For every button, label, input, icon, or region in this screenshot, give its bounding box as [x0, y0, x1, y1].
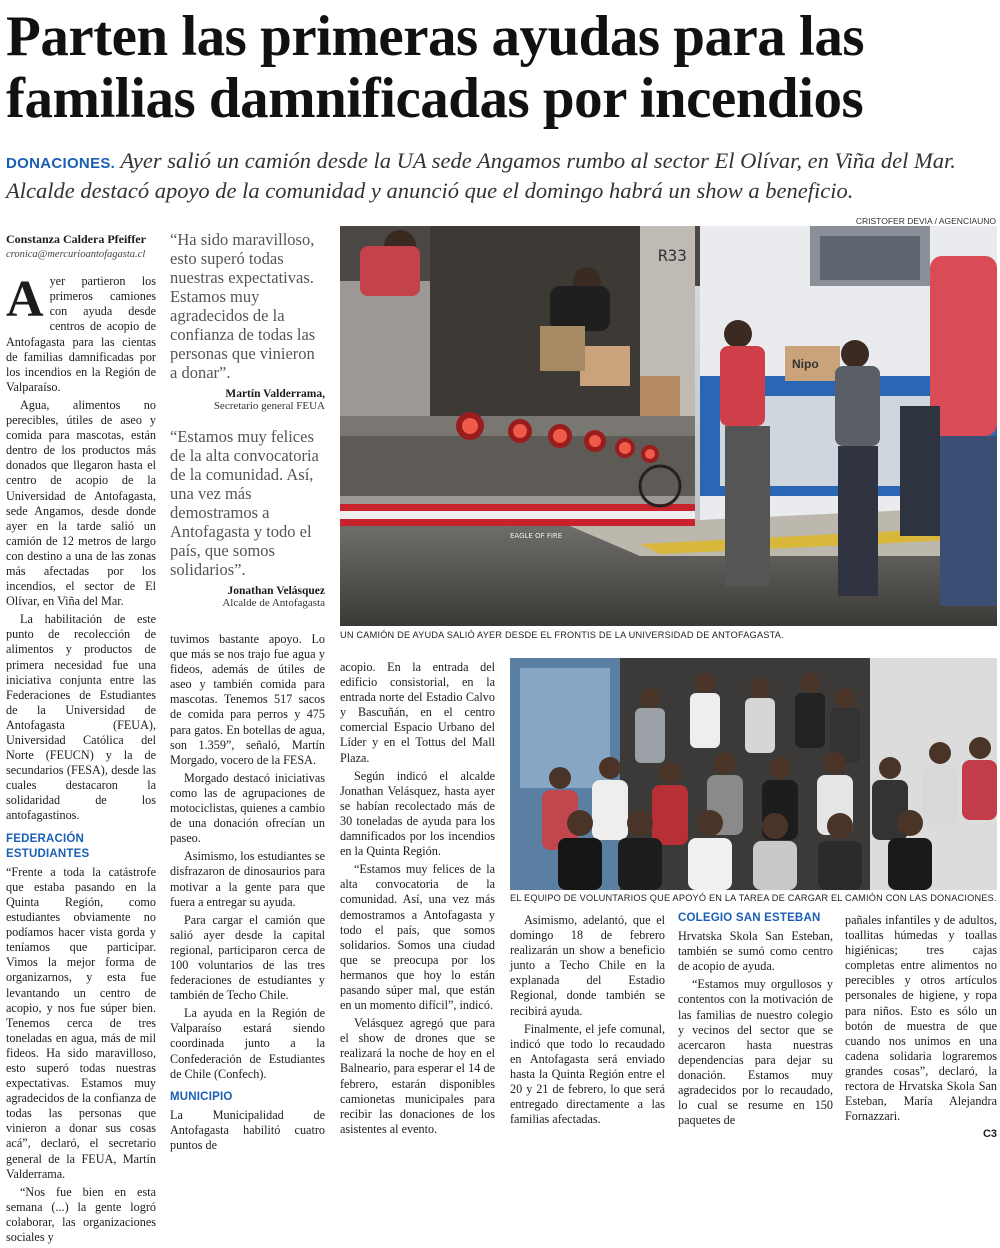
column-5: [678, 911, 833, 1131]
col2-p4: Para cargar el camión que salió ayer desde la capital regional, participaron cerca de 100 voluntarios de las tres federaciones de estudiantes y también de Techo Chile.: [170, 912, 325, 1003]
subhead-colegio: COLEGIO SAN ESTEBAN: [678, 912, 821, 924]
col6-p1: pañales infantiles y de adultos, toallitas húmedas y toallas higiénicas; tres cajas completas entre alimentos no perecibles y otros artículos personales de higiene, y ropa para niños. Esto es sólo un botón de muestra de que cuando nos unimos en una cadena solidaria lograremos grandes cosas”, declaró, la rectora de Hrvatska Skola San Esteban, María Alejandra Fornazzari.: [845, 913, 997, 1124]
photo1-credit: CRISTOFER DEVIA / AGENCIAUNO: [855, 216, 996, 226]
col3-p3: “Estamos muy felices de la alta convocatoria de la comunidad. Así, una vez más demostramos a Antofagasta y todo el país, que somos solidarios. Somos una ciudad que se preocupa por los hermanos que hoy lo están pasando súper mal, que están en un momento difícil”, indicó.: [340, 862, 495, 1013]
pull-quote-2: [170, 427, 325, 609]
quote-2-role: Alcalde de Antofagasta: [222, 597, 325, 609]
photo-truck-loading: [340, 226, 997, 626]
col1-p3: La habilitación de este punto de recolección de alimentos y productos de primera necesidad fue una iniciativa conjunta entre las Federaciones de Estudiantes de la Universidad de Antofagasta (FEUA), Universidad Católica del Norte (FEUCN) y la de secundarios (FESA), desde las cuales destacaron la solidaridad de los antofagastinos.: [6, 612, 156, 823]
col2-p5: La ayuda en la Región de Valparaíso estará siendo coordinada junto a la Confederación de Estudiantes de Chile (Confech).: [170, 1006, 325, 1081]
col4-p1: Asimismo, adelantó, que el domingo 18 de febrero realizarán un show a beneficio junto a Techo Chile en la explanada del Estadio Regional, donde también se recibirá ayuda.: [510, 913, 665, 1018]
drop-cap: A: [6, 271, 44, 329]
col1-p4: “Frente a toda la catástrofe que estaba pasando en la Quinta Región, como estudiantes obviamente no podíamos hacer vista gorda y teníamos que participar. Vimos la mejor forma de organizarnos, y esta fue levantando un centro de acopio, y nos fue súper bien. Tenemos cerca de tres toneladas en agua, más de mil fideos. Ha sido maravilloso, esto superó todas nuestras expectativas. Estamos muy agradecidos de la confianza de todas las personas que vinieron a donar sus cosas acá”, declaró, el secretario general de la FEUA, Martín Valderrama.: [6, 864, 156, 1181]
subhead-municipio: MUNICIPIO: [170, 1090, 233, 1103]
truck-code: R33: [658, 246, 687, 265]
quote-1-name: Martín Valderrama,: [225, 388, 325, 400]
col1-p2: Agua, alimentos no perecibles, útiles de aseo y comida para mascotas, están dentro de los productos más donados que llegaron hasta el centro de acopio de la Universidad de Antofagasta, sede Angamos, desde donde ayer en la tarde salió un camión de 12 metros de largo con destino a una de las zonas más afectadas por los incendios, el sector de El Olívar, en Viña del Mar.: [6, 397, 156, 609]
photo2-caption: EL EQUIPO DE VOLUNTARIOS QUE APOYÓ EN LA TAREA DE CARGAR EL CAMIÓN CON LAS DONACIONES.: [510, 893, 997, 903]
truck-plate: EAGLE OF FIRE: [510, 532, 563, 540]
column-1: [6, 232, 156, 1248]
col2-p6: La Municipalidad de Antofagasta habilitó cuatro puntos de: [170, 1107, 325, 1152]
byline-name: Constanza Caldera Pfeiffer: [6, 232, 146, 246]
col2-p3: Asimismo, los estudiantes se disfrazaron de dinosaurios para motivar a la gente para que fuera a entregar su ayuda.: [170, 849, 325, 909]
byline-email: cronica@mercurioantofagasta.cl: [6, 249, 146, 261]
deck-kicker: DONACIONES.: [6, 155, 116, 172]
photo1-caption: UN CAMIÓN DE AYUDA SALIÓ AYER DESDE EL FRONTIS DE LA UNIVERSIDAD DE ANTOFAGASTA.: [340, 630, 784, 640]
photo-volunteers-group: [510, 658, 997, 890]
quote-2-text: “Estamos muy felices de la alta convocatoria de la comunidad. Así, una vez más demostramos a Antofagasta y todo el país, que somos solidarios”.: [170, 427, 319, 579]
photo-volunteers-illustration: [510, 658, 997, 890]
subhead-federacion: FEDERACIÓN ESTUDIANTES: [6, 832, 90, 860]
col4-p2: Finalmente, el jefe comunal, indicó que todo lo recaudado en Antofagasta será enviado hasta la Quinta Región entre el 20 y 21 de febrero, lo que será entregado directamente a las familias afectadas.: [510, 1021, 665, 1127]
deck: [6, 147, 996, 204]
photo-truck-illustration: [340, 226, 997, 626]
pull-quote-1: [170, 230, 325, 412]
col1-p1: yer partieron los primeros camiones con ayuda desde centros de acopio de Antofagasta para las cientas de familias damnificadas por los incendios en la Región de Valparaíso.: [6, 274, 156, 394]
deck-text: Ayer salió un camión desde la UA sede Angamos rumbo al sector El Olívar, en Viña del Mar. Alcalde destacó apoyo de la comunidad y anunció que el domingo habrá un show a beneficio.: [6, 148, 956, 203]
col3-p2: Según indicó el alcalde Jonathan Velásquez, hasta ayer se habían recolectado más de 30 toneladas de ayuda para los damnificados por los incendios en la Quinta Región.: [340, 768, 495, 859]
end-mark: C3: [982, 1128, 997, 1141]
box-label: Nipo: [792, 357, 819, 371]
col1-p5: “Nos fue bien en esta semana (...) la gente logró colaborar, las organizaciones sociales y: [6, 1184, 156, 1244]
col3-p1: acopio. En la entrada del edificio consistorial, en la entrada norte del Estadio Calvo y Bascuñán, en el centro comercial Espacio Urbano del Líder y en el Tottus del Mall Plaza.: [340, 660, 495, 765]
column-4: [510, 913, 665, 1130]
col5-p2: “Estamos muy orgullosos y contentos con la motivación de las familias de nuestro colegio y vecinos del sector que se acercaron hasta nuestras dependencias para dejar su donación. Estamos muy agradecidos por lo recaudado, lo cual se resume en 150 paquetes de: [678, 977, 833, 1128]
headline: Parten las primeras ayudas para las familias damnificadas por incendios: [6, 5, 865, 130]
quote-1-text: “Ha sido maravilloso, esto superó todas nuestras expectativas. Estamos muy agradecidos de la confianza de todas las personas que vinieron a donar”.: [170, 230, 316, 382]
column-6: [845, 913, 997, 1142]
column-2: [170, 632, 325, 1156]
quote-1-role: Secretario general FEUA: [213, 400, 325, 412]
column-3: [340, 660, 495, 1140]
col2-p2: Morgado destacó iniciativas como las de agrupaciones de motociclistas, quienes a cambio de una donación ofrecían un paseo.: [170, 770, 326, 846]
col3-p4: Velásquez agregó que para el show de drones que se realizará la noche de hoy en el Balneario, para esperar el 14 de febrero, estarán disponibles camionetas municipales para recibir las donaciones de los asistentes al evento.: [340, 1016, 495, 1136]
quote-2-name: Jonathan Velásquez: [227, 585, 325, 597]
col5-p1: Hrvatska Skola San Esteban, también se sumó como centro de acopio de ayuda.: [678, 929, 833, 974]
col2-p1: tuvimos bastante apoyo. Lo que más se nos trajo fue agua y fideos, además de útiles de aseo y también comida para mascotas. Tenemos 517 sacos de comida para perros y 475 para gatos. En botellas de agua, son 1.359”, señaló, Martín Morgado, vocero de la FESA.: [170, 632, 325, 767]
